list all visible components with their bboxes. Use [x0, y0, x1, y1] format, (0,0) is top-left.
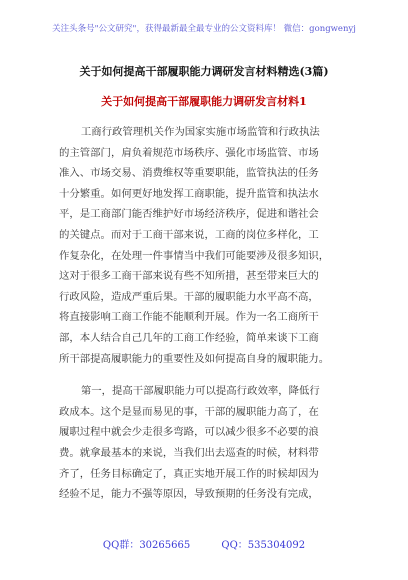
paragraph-line: 齐了，任务目标确定了，真正实地开展工作的时候却因为 — [59, 467, 319, 480]
paragraph-1 — [59, 122, 351, 369]
paragraph-line: 的主管部门，肩负着规范市场秩序、强化市场监管、市场 — [59, 146, 319, 159]
section-title: 关于如何提高干部履职能力调研发言材料1 — [101, 95, 307, 108]
paragraph-line: 平，是工商部门能否维护好市场经济秩序，促进和谐社会 — [59, 208, 319, 221]
paragraph-line: 工商行政管理机关作为国家实施市场监管和行政执法 — [80, 126, 320, 138]
paragraph-line: 这对于很多工商干部来说有些不知所措，甚至带来巨大的 — [59, 270, 319, 283]
paragraph-line: 部，本人结合自己几年的工商工作经验，简单来谈下工商 — [59, 331, 319, 344]
paragraph-line: 行政风险，造成严重后果。干部的履职能力水平高不高， — [59, 290, 319, 303]
paragraph-gap — [59, 369, 351, 381]
paragraph-line: 费。就拿最基本的来说，当我们出去巡查的时候，材料带 — [59, 446, 319, 459]
paragraph-line: 政成本。这个是显而易见的事，干部的履职能力高了，在 — [59, 405, 319, 418]
footer-qq-group: QQ群：30265665 — [102, 540, 191, 551]
paragraph-line: 第一，提高干部履职能力可以提高行政效率，降低行 — [80, 385, 320, 398]
paragraph-line: 履职过程中就会少走很多弯路，可以减少很多不必要的浪 — [59, 426, 319, 439]
paragraph-line: 十分繁重。如何更好地发挥工商职能，提升监管和执法水 — [59, 187, 319, 200]
header-note: 关注头条号"公文研究"，获得最新最全最专业的公文资料库！ 微信：gongwenyj — [52, 24, 356, 34]
paragraph-line: 作复杂化，在处理一件事情当中我们可能要涉及很多知识， — [59, 249, 330, 262]
paragraph-line: 准入、市场交易、消费维权等重要职能，监管执法的任务 — [59, 167, 319, 180]
footer-qq: QQ：535304092 — [221, 540, 306, 551]
paragraph-line: 将直接影响工商工作能不能顺利开展。作为一名工商所干 — [59, 311, 319, 324]
paragraph-line: 经验不足，能力不强等原因，导致预期的任务没有完成， — [59, 488, 319, 501]
footer — [0, 536, 408, 551]
paragraph-line: 的关键点。而对于工商干部来说，工商的岗位多样化，工 — [59, 228, 319, 241]
paragraph-line: 所干部提高履职能力的重要性及如何提高自身的履职能力。 — [59, 352, 330, 365]
paragraph-2 — [59, 381, 351, 505]
document-body — [59, 122, 351, 505]
document-title: 关于如何提高干部履职能力调研发言材料精选(3篇) — [79, 65, 329, 78]
